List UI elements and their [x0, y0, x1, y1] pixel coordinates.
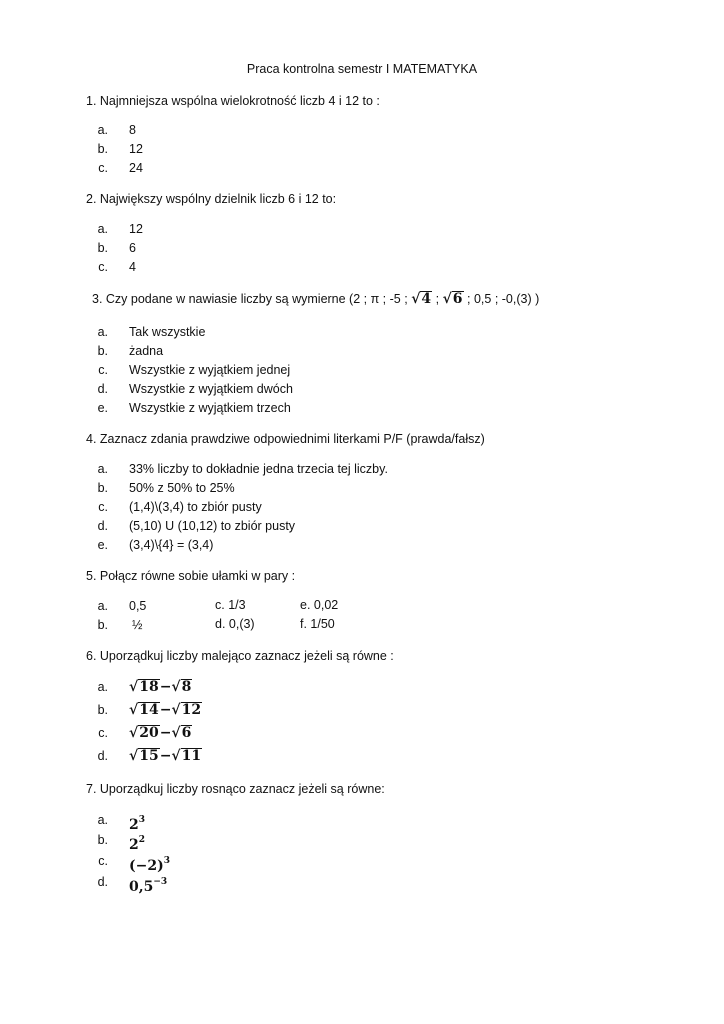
minus-sign: −	[159, 702, 172, 718]
option-text: 12	[129, 222, 143, 236]
radicand: 11	[181, 748, 202, 764]
question-1: 1. Najmniejsza wspólna wielokrotność liczb 4 i 12 to :	[86, 94, 380, 108]
question-5: 5. Połącz równe sobie ułamki w pary :	[86, 569, 296, 583]
option-letter: a.	[97, 325, 108, 339]
option-letter: a.	[97, 813, 108, 827]
base: 2	[129, 817, 139, 833]
exponent: 3	[163, 856, 170, 866]
option-letter: b.	[97, 344, 108, 358]
page-title: Praca kontrolna semestr I MATEMATYKA	[246, 62, 478, 76]
minus-sign: −	[159, 748, 172, 764]
option-letter: c.	[98, 260, 108, 274]
option-letter: a.	[97, 123, 108, 137]
option-text: żadna	[129, 344, 164, 358]
option-text: 8	[129, 123, 136, 137]
radicand: 15	[139, 748, 159, 764]
option-letter: b.	[97, 618, 108, 632]
base: 2	[129, 837, 139, 853]
question-4: 4. Zaznacz zdania prawdziwe odpowiednimi literkami P/F (prawda/fałsz)	[86, 432, 485, 446]
option-letter: d.	[97, 749, 108, 763]
option-letter: c.	[98, 726, 108, 740]
minus-sign: −	[159, 679, 172, 695]
fraction-e: e. 0,02	[300, 598, 339, 612]
base: (−2)	[129, 858, 164, 874]
option-text: 4	[129, 260, 136, 274]
option-letter: e.	[97, 538, 108, 552]
fraction-b: ½	[132, 618, 143, 632]
option-text: 6	[129, 241, 136, 255]
option-letter: a.	[97, 599, 108, 613]
option-letter: c.	[98, 161, 108, 175]
option-text: Wszystkie z wyjątkiem trzech	[129, 401, 291, 415]
option-text: Wszystkie z wyjątkiem jednej	[129, 363, 291, 377]
option-letter: b.	[97, 241, 108, 255]
radicand: 4	[421, 291, 432, 307]
option-letter: b.	[97, 833, 108, 847]
radicand: 6	[181, 725, 192, 741]
radicand: 8	[181, 679, 192, 695]
root-expression: √18−√8	[129, 679, 192, 695]
option-letter: d.	[97, 519, 108, 533]
power-expression	[129, 853, 170, 874]
option-text: 50% z 50% to 25%	[129, 481, 235, 495]
question-6: 6. Uporządkuj liczby malejąco zaznacz jeżeli są równe :	[86, 649, 394, 663]
fraction-a: 0,5	[129, 599, 147, 613]
option-letter: a.	[97, 680, 108, 694]
question-2: 2. Największy wspólny dzielnik liczb 6 i 12 to:	[86, 192, 337, 206]
radicand: 14	[139, 702, 159, 718]
option-letter: c.	[98, 500, 108, 514]
question-7: 7. Uporządkuj liczby rosnąco zaznacz jeżeli są równe:	[86, 782, 385, 796]
base: 0,5	[129, 879, 154, 895]
q3-separator: ;	[435, 292, 440, 306]
radicand: 18	[139, 679, 159, 695]
root-expression: √20−√6	[129, 725, 192, 741]
option-text: 24	[129, 161, 143, 175]
root-expression: √14−√12	[129, 702, 202, 718]
q3-prefix: 3. Czy podane w nawiasie liczby są wymierne (2 ; π ; -5 ;	[92, 292, 408, 306]
option-text: (1,4)\(3,4) to zbiór pusty	[129, 500, 262, 514]
q3-suffix: ; 0,5 ; -0,(3) )	[467, 292, 540, 306]
option-letter: b.	[97, 142, 108, 156]
power-expression	[129, 812, 145, 833]
option-letter: d.	[97, 875, 108, 889]
radicand: 12	[181, 702, 202, 718]
radicand: 6	[452, 291, 463, 307]
option-letter: b.	[97, 703, 108, 717]
option-text: Tak wszystkie	[129, 325, 206, 339]
option-letter: d.	[97, 382, 108, 396]
fraction-d: d. 0,(3)	[215, 617, 255, 631]
option-letter: a.	[97, 222, 108, 236]
option-text: (3,4)\{4} = (3,4)	[129, 538, 214, 552]
option-letter: b.	[97, 481, 108, 495]
sqrt-6: √6	[442, 291, 463, 307]
option-letter: a.	[97, 462, 108, 476]
question-3	[92, 291, 539, 307]
option-text: (5,10) U (10,12) to zbiór pusty	[129, 519, 296, 533]
radicand: 20	[139, 725, 159, 741]
power-expression	[129, 874, 167, 895]
option-letter: c.	[98, 854, 108, 868]
exponent: 3	[138, 815, 146, 825]
option-letter: e.	[97, 401, 108, 415]
option-letter: c.	[98, 363, 108, 377]
fraction-f: f. 1/50	[300, 617, 335, 631]
option-text: 33% liczby to dokładnie jedna trzecia tej liczby.	[129, 462, 388, 476]
power-expression	[129, 832, 145, 853]
fraction-c: c. 1/3	[215, 598, 246, 612]
exponent: 2	[138, 835, 146, 845]
exponent: −3	[153, 877, 168, 887]
option-text: 12	[129, 142, 143, 156]
minus-sign: −	[159, 725, 172, 741]
root-expression: √15−√11	[129, 748, 202, 764]
sqrt-4: √4	[411, 291, 432, 307]
option-text: Wszystkie z wyjątkiem dwóch	[129, 382, 293, 396]
